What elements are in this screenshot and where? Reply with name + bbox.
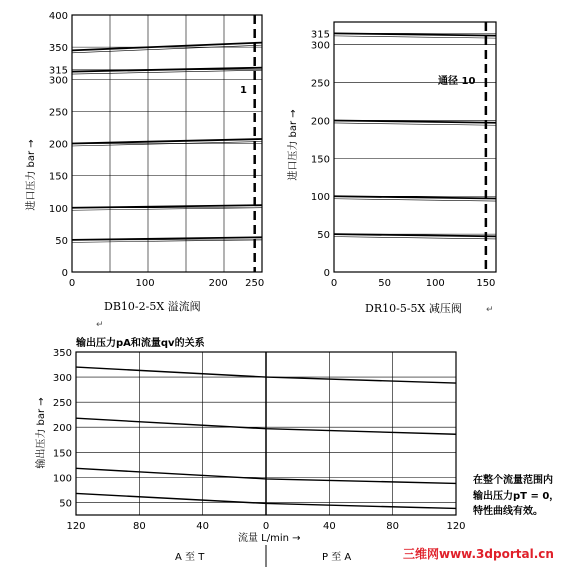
note-line-2: 输出压力pT = 0， [473,491,560,502]
dr-series-thin-3 [334,199,496,201]
bottom-xtick-label: 120 [446,521,466,532]
db-xtick-label: 200 [208,278,228,289]
return-mark-1: ↵ [96,320,104,330]
bottom-ytick-label: 300 [52,373,72,385]
dr-xtick-label: 150 [476,278,496,289]
db-caption: DB10-2-5X 溢流阀 [104,300,201,313]
bottom-ytick-label: 250 [52,398,72,410]
bottom-ytick-label: 200 [52,423,72,435]
dr-chart [286,22,576,315]
db-ytick-label: 100 [48,203,68,215]
bottom-xtick-label: 0 [262,521,270,532]
bottom-xtick-label: 80 [386,521,400,532]
watermark: 三维网www.3dportal.cn [403,547,554,561]
dr-series-thin-2 [334,123,496,125]
bottom-xlabel: 流量 L/min → [238,533,301,544]
note-line-3: 特性曲线有效。 [473,506,543,517]
dr-xtick-label: 50 [378,278,391,289]
dr-series-line-2 [334,120,496,122]
bottom-ytick-label: 50 [59,498,72,510]
dr-series-thin-1 [334,36,496,38]
bottom-title: 输出压力pA和流量qv的关系 [76,338,205,349]
db-series-line-5 [72,237,262,240]
bottom-xtick-label: 40 [322,521,336,532]
dr-series-thin-4 [334,237,496,239]
db-xtick-label: 0 [68,278,76,289]
dr-series-line-1 [334,33,496,35]
dr-ylabel: 进口压力 bar → [288,109,299,181]
bottom-ytick-label: 350 [52,348,72,359]
bottom-xtick-label: 80 [132,521,146,532]
return-mark-2: ↵ [486,305,494,315]
dr-series-line-4 [334,234,496,236]
dr-ytick-label: 0 [323,268,330,279]
db-ytick-label: 200 [48,139,68,151]
dr-ytick-label: 100 [310,192,330,204]
dr-ytick-label: 250 [310,78,330,90]
dr-annotation: 通径 10 [438,76,476,87]
db-series-line-3 [72,139,262,143]
db-xtick-label: 100 [135,278,155,289]
bottom-ylabel: 输出压力 bar → [36,397,47,469]
db-ylabel: 进口压力 bar → [26,139,37,211]
direction-left-label: A 至 T [175,552,205,563]
direction-right-label: P 至 A [322,552,352,563]
dr-xtick-label: 100 [425,278,445,289]
bottom-xtick-label: 40 [196,521,210,532]
db-xtick-label: 250 [245,278,265,289]
db-series-line-4 [72,205,262,208]
db-ytick-label: 250 [48,107,68,119]
bottom-ytick-label: 150 [52,448,72,460]
dr-ytick-label: 50 [317,230,330,242]
bottom-ytick-label: 100 [52,473,72,485]
bottom-xtick-label: 120 [66,521,86,532]
note-line-1: 在整个流量范围内 [473,475,553,486]
dr-caption: DR10-5-5X 减压阀 [365,302,462,315]
dr-ytick-label: 315 [310,29,330,41]
dr-xtick-label: 0 [330,278,338,289]
db-ytick-label: 350 [48,43,68,55]
dr-series-line-3 [334,196,496,198]
db-ytick-label: 300 [48,75,68,87]
db-ytick-label: 315 [48,65,68,77]
dr-ytick-label: 150 [310,154,330,166]
db-ytick-label: 150 [48,171,68,183]
db-ytick-label: 0 [61,268,68,279]
dr-ytick-label: 300 [310,40,330,52]
db-ytick-label: 50 [55,235,68,247]
bottom-chart [34,336,559,567]
db-chart [24,11,264,330]
dr-ytick-label: 200 [310,116,330,128]
db-ytick-label: 400 [48,11,68,22]
db-curve-label: 1 [240,85,247,96]
